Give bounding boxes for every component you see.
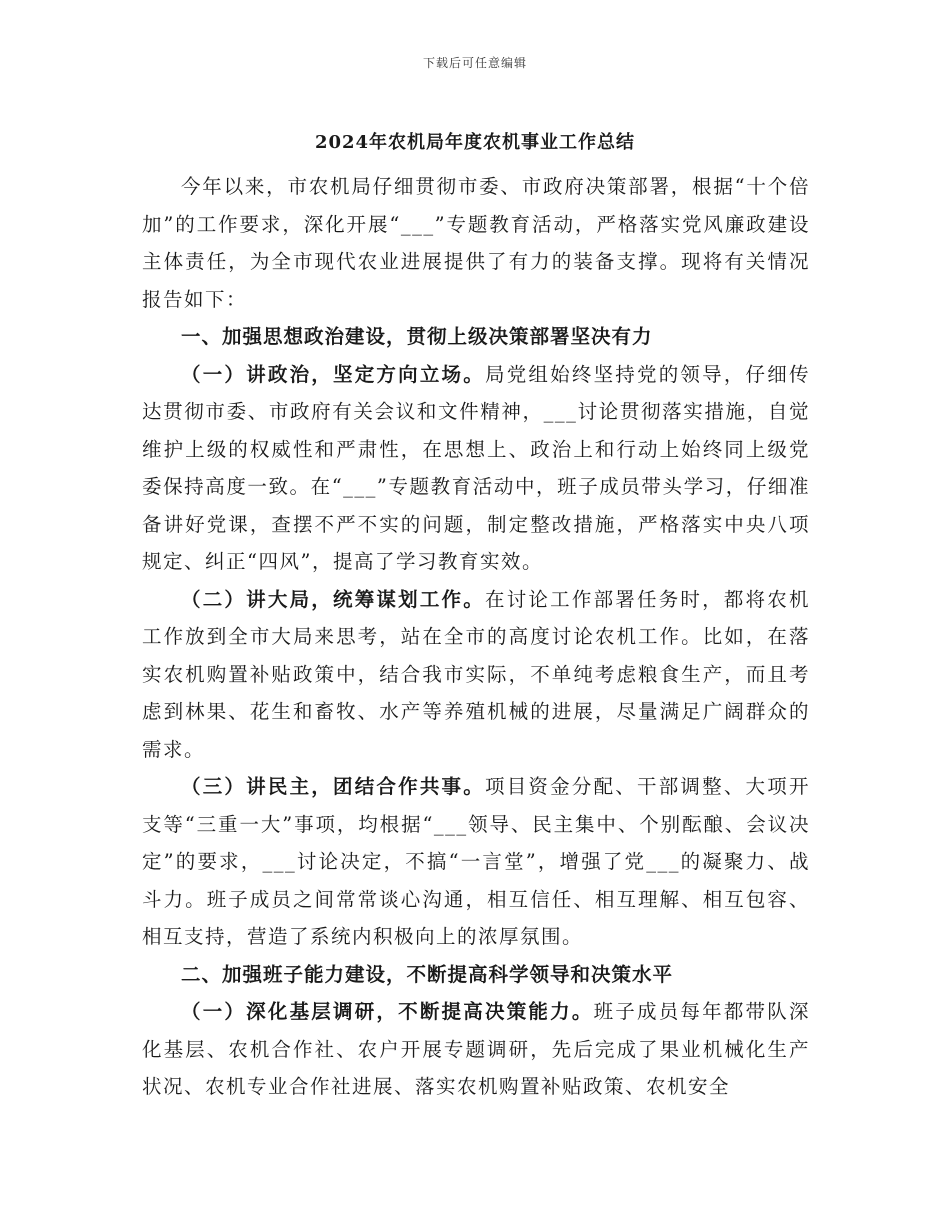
paragraph-text: 今年以来，市农机局仔细贯彻市委、市政府决策部署，根据“十个倍加”的工作要求，深化开展“___”专题教育活动，严格落实党风廉政建设主体责任，为全市现代农业进展提供了有力的装备支撑。现将有关情况报告如下： [142,175,810,311]
paragraph-text: 在讨论工作部署任务时，都将农机工作放到全市大局来思考，站在全市的高度讨论农机工作。比如，在落实农机购置补贴政策中，结合我市实际，不单纯考虑粮食生产，而且考虑到林果、花生和畜牧、水产等养殖机械的进展，尽量满足广阔群众的需求。 [142,587,810,761]
subsection-paragraph [142,356,810,581]
subsection-paragraph [142,581,810,769]
section-heading-2 [142,956,810,994]
heading-text: 二、加强班子能力建设，不断提高科学领导和决策水平 [181,962,674,986]
subsection-lead: （一）讲政治，坚定方向立场。 [181,362,485,386]
subsection-lead: （三）讲民主，团结合作共事。 [181,775,485,798]
header-note: 下载后可任意编辑 [422,56,527,70]
document-body [142,168,810,1106]
heading-text: 一、加强思想政治建设，贯彻上级决策部署坚决有力 [181,325,653,348]
document-title: 2024年农机局年度农机事业工作总结 [314,132,636,153]
paragraph-text: 班子成员每年都带队深化基层、农机合作社、农户开展专题调研，先后完成了果业机械化生产状况、农机专业合作社进展、落实农机购置补贴政策、农机安全 [142,1000,810,1098]
paragraph-text: 局党组始终坚持党的领导，仔细传达贯彻市委、市政府有关会议和文件精神，___讨论贯彻落实措施，自觉维护上级的权威性和严肃性，在思想上、政治上和行动上始终同上级党委保持高度一致。在“___”专题教育活动中，班子成员带头学习，仔细准备讲好党课，查摆不严不实的问题，制定整改措施，严格落实中央八项规定、纠正“四风”，提高了学习教育实效。 [142,362,810,573]
subsection-paragraph [142,768,810,956]
paragraph-text: 项目资金分配、干部调整、大项开支等“三重一大”事项，均根据“___领导、民主集中、个别酝酿、会议决定”的要求，___讨论决定，不搞“一言堂”，增强了党___的凝聚力、战斗力。班子成员之间常常谈心沟通，相互信任、相互理解、相互包容、相互支持，营造了系统内积极向上的浓厚氛围。 [142,775,810,948]
subsection-lead: （二）讲大局，统筹谋划工作。 [181,587,485,611]
subsection-lead: （一）深化基层调研，不断提高决策能力。 [181,1000,594,1023]
subsection-paragraph [142,993,810,1106]
intro-paragraph [142,168,810,318]
section-heading-1 [142,318,810,356]
